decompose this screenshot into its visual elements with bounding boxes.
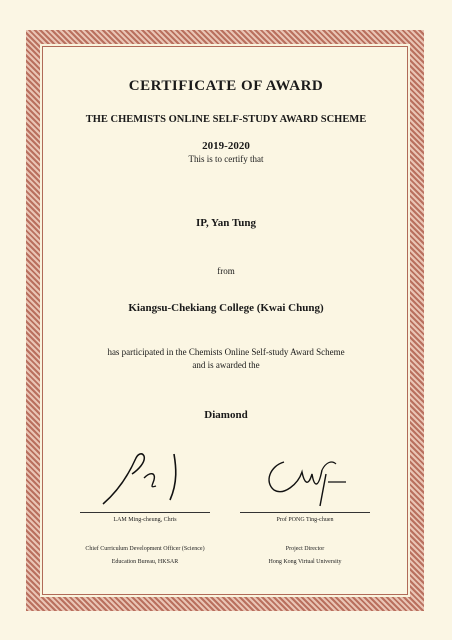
- award-year: 2019-2020: [202, 140, 250, 152]
- award-level: Diamond: [204, 409, 248, 421]
- certificate-title: CERTIFICATE OF AWARD: [128, 78, 324, 94]
- certify-text: This is to certify that: [188, 154, 264, 164]
- description-line-2: and is awarded the: [192, 360, 260, 370]
- signatory-left-name: LAM Ming-cheung, Chris: [113, 517, 177, 523]
- recipient-name: IP, Yan Tung: [195, 217, 257, 229]
- signatory-right-name: Prof PONG Ting-chuen: [276, 517, 334, 523]
- signature-line-right: [240, 512, 370, 513]
- signatory-right-organization: Hong Kong Virtual University: [268, 559, 342, 565]
- signatory-left-organization: Education Bureau, HKSAR: [111, 559, 179, 565]
- school-name: Kiangsu-Chekiang College (Kwai Chung): [128, 302, 324, 314]
- signatory-left-title: Chief Curriculum Development Officer (Science): [85, 546, 205, 552]
- from-text: from: [217, 266, 235, 276]
- signature-left: [98, 446, 188, 508]
- description-line-1: has participated in the Chemists Online Self-study Award Scheme: [107, 347, 345, 357]
- signatory-right-title: Project Director: [285, 546, 325, 552]
- scheme-name: THE CHEMISTS ONLINE SELF-STUDY AWARD SCHEME: [85, 114, 367, 125]
- signature-line-left: [80, 512, 210, 513]
- signature-right: [262, 452, 352, 510]
